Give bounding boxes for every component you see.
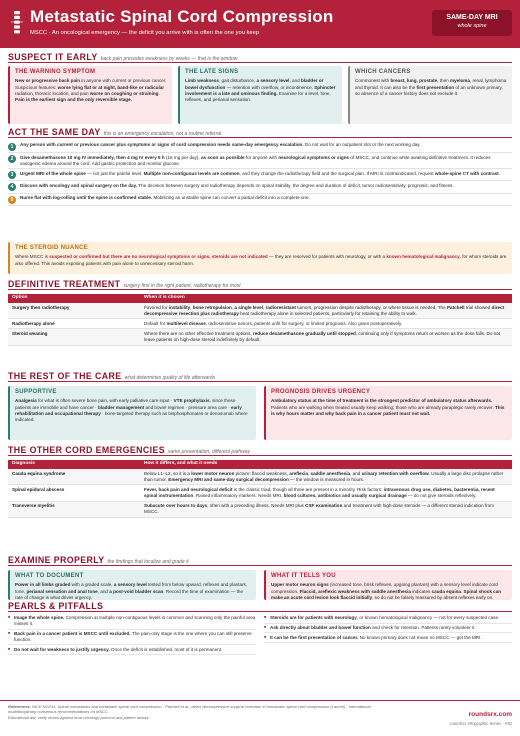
description-cell: Subacute over hours to days, often with a preceding illness. Needs MRI plus CSF examination and treatment with high-dose steroids — a different steroid indication from MSCC.: [140, 501, 512, 517]
which-cancers-box: [348, 66, 512, 124]
list-item: ■ Do not wait for weakness to justify urgency. Once the deficit is established, most of it is permanent.: [8, 645, 256, 655]
column-header: How it differs, and what it needs: [140, 460, 512, 469]
what-to-document-box: [8, 570, 256, 600]
diagnosis-cell: Transverse myelitis: [8, 501, 140, 517]
box-text: New or progressive back pain in anyone with current or previous cancer. Suspicious features: worse lying flat or at night, band-like or radicular radiation, thoracic location, and pain worse on coughing or straining. Pain is the earliest sign and the only reversible stage.: [15, 78, 167, 102]
step-number: 5: [8, 196, 16, 204]
option-cell: Surgery then radiotherapy: [8, 303, 140, 319]
description-cell: Below L1–L2, so it is a lower motor neuron picture: flaccid weakness, areflexia, saddle anesthesia, and urinary retention with overflow. Usually a large disc prolapse rather than tumor. Emergency MRI and same-day surgical decompression — the window is measured in hours.: [140, 469, 512, 485]
table-row: [8, 501, 512, 517]
list-item: ■ It can be the first presentation of cancer. No known primary does not mean no MSCC — get the MRI.: [264, 633, 512, 643]
section-title: THE OTHER CORD EMERGENCIES: [8, 445, 166, 455]
steroid-nuance-box: [8, 242, 512, 274]
definitive-treatment-table: [8, 294, 512, 346]
box-title: THE STEROID NUANCE: [15, 245, 89, 251]
option-cell: Radiotherapy alone: [8, 319, 140, 329]
pearls-left-list: [8, 614, 256, 655]
column-header: When it is chosen: [140, 294, 512, 303]
action-steps: [8, 141, 512, 206]
section-subtitle: same presentation, different pathway: [168, 449, 251, 455]
site-branding: [450, 711, 512, 726]
step-item: [8, 181, 512, 193]
description-cell: Where there are no other effective treatment options, reduce dexamethasone gradually until stopped, continuing only if symptoms return or worsen as the dose falls. Do not leave patients on high-dose steroid indefinitely by default.: [140, 329, 512, 345]
section-title: ACT THE SAME DAY: [8, 127, 101, 137]
table-row: [8, 485, 512, 501]
step-text: Urgent MRI of the whole spine — not just the painful level. Multiple non-contiguous levels are common, and they change the radiotherapy field and the surgical plan. If MRI is contraindicated, request whole-spine CT with contrast.: [20, 170, 500, 176]
what-it-tells-you-box: [264, 570, 512, 600]
box-text: Analgesia for what is often severe bone pain, with early palliative care input · VTE prophylaxis, since these patients are immobile and have cancer · bladder management and bowel regimen · pressure area care · early rehabilitation and occupational therapy · bone-targeted therapy such as bisphosphonates or denosumab where indicated.: [15, 398, 248, 422]
same-day-mri-badge: [432, 10, 512, 36]
box-text: Commonest with breast, lung, prostate, then myeloma, renal, lymphoma and thyroid. It can also be the first presentation of an unknown primary, so absence of a cancer history does not exclude it.: [355, 78, 507, 96]
column-header: Diagnosis: [8, 460, 140, 469]
box-text: Power in all limbs graded with a graded scale, a sensory level tested from below upward, reflexes and plantars, tone, perianal sensation and anal tone, and a post-void bladder scan. Record the time of examination — the rate of change is what drives urgency.: [15, 582, 248, 600]
description-cell: Default for multilevel disease, radiosensitive tumors, patients unfit for surgery, or limited prognosis. Also given postoperatively.: [140, 319, 512, 329]
section-subtitle: this is an emergency escalation, not a routine referral: [103, 131, 222, 137]
page-title: Metastatic Spinal Cord Compression: [30, 7, 334, 26]
table-header-row: [8, 294, 512, 303]
box-text: Where MSCC is suspected or confirmed but there are no neurological symptoms or signs, steroids are not indicated — they are reserved for patients with neurology, or with a known hematological malignancy, for whom steroids are also offered. This avoids exposing patients with pain alone to unnecessary steroid harm.: [15, 254, 507, 266]
section-subtitle: the findings that localize and grade it: [107, 559, 189, 565]
step-text: Nurse flat with log-rolling until the spine is confirmed stable. Mobilizing an unstable spine can convert a partial deficit into a complete one.: [20, 195, 310, 201]
list-item: ■ Back pain in a cancer patient is MSCC until excluded. The pain-only stage is the one where you can still preserve function.: [8, 630, 256, 646]
footer: [0, 700, 520, 736]
section-subtitle: what determines quality of life afterwards: [124, 375, 216, 381]
description-cell: Fever, back pain and neurological deficit is the classic triad, though all three are present in a minority. Risk factors: intravenous drug use, diabetes, bacteremia, recent spinal instrumentation. Raised inflammatory markers. Needs MRI, blood cultures, antibiotics and usually surgical drainage — do not give steroids reflexively.: [140, 485, 512, 501]
diagnosis-cell: Spinal epidural abscess: [8, 485, 140, 501]
badge-label: SAME-DAY MRI: [446, 14, 498, 21]
other-emergencies-table: [8, 460, 512, 518]
step-item: [8, 141, 512, 153]
page-subtitle: MSCC · An oncological emergency — the deficit you arrive with is often the one you keep: [30, 30, 260, 36]
step-number: 1: [8, 143, 16, 151]
list-item: ■ Image the whole spine. Compression at multiple non-contiguous levels is common and scanning only the painful area misses it.: [8, 614, 256, 630]
section-other-header: [8, 446, 512, 456]
box-text: Upper motor neuron signs (increased tone, brisk reflexes, upgoing plantars) with a sensory level indicate cord compression. Flaccid, areflexic weakness with saddle anesthesia indicates cauda equina. Spinal shock can make an acute cord lesion look flaccid initially, so do not be falsely reassured by absent reflexes early on.: [271, 582, 502, 600]
box-title: WHAT IT TELLS YOU: [271, 573, 336, 579]
header-banner: [0, 0, 520, 48]
box-text: Ambulatory status at the time of treatment is the strongest predictor of ambulatory status afterwards. Patients who are walking when treated usually keep walking; those who are already paraplegic rarely recover. This is why hours matter and why back pain in a cancer patient must not wait.: [271, 398, 505, 416]
step-item: [8, 194, 512, 206]
late-signs-box: [178, 66, 342, 124]
table-row: [8, 469, 512, 485]
section-title: THE REST OF THE CARE: [8, 371, 122, 381]
step-item: [8, 153, 512, 169]
description-cell: Favored for instability, bone retropulsion, a single level, radioresistant tumors, progression despite radiotherapy, or where tissue is needed. The Patchell trial showed direct decompressive resection plus radiotherapy beat radiotherapy alone in selected patients, particularly for retaining the ability to walk.: [140, 303, 512, 319]
references-label: References:: [8, 704, 31, 709]
box-title: THE LATE SIGNS: [185, 69, 239, 75]
box-title: WHAT TO DOCUMENT: [15, 573, 84, 579]
section-rest-header: [8, 372, 512, 382]
section-title: PEARLS & PITFALLS: [8, 601, 104, 611]
section-act-header: [8, 128, 512, 138]
section-title: EXAMINE PROPERLY: [8, 555, 105, 565]
column-header: Option: [8, 294, 140, 303]
list-item: ■ Steroids are for patients with neurology, or known hematological malignancy — not for every suspected case.: [264, 614, 512, 624]
box-title: SUPPORTIVE: [15, 389, 57, 395]
section-subtitle: surgery first in the right patient, radiotherapy for most: [123, 283, 241, 289]
section-suspect-header: [8, 53, 512, 63]
pearls-right-list: [264, 614, 512, 643]
site-link[interactable]: roundsrx.com: [468, 711, 512, 718]
step-number: 3: [8, 171, 16, 179]
section-subtitle: back pain precedes weakness by weeks — that is the window: [100, 56, 238, 62]
table-row: [8, 329, 512, 345]
step-number: 2: [8, 155, 16, 163]
disclaimer-text: Educational aid; verify doses against local oncology protocol and patient factors.: [8, 714, 150, 720]
step-text: Discuss with oncology and spinal surgery on the day. The decision between surgery and radiotherapy depends on spinal stability, the degree and duration of deficit, tumor radiosensitivity, prognosis, and fitness.: [20, 182, 454, 188]
step-item: [8, 169, 512, 181]
box-title: PROGNOSIS DRIVES URGENCY: [271, 389, 371, 395]
box-title: THE WARNING SYMPTOM: [15, 69, 96, 75]
badge-sublabel: whole spine: [457, 23, 487, 30]
diagnosis-cell: Cauda equina syndrome: [8, 469, 140, 485]
step-text: Give dexamethasone 10 mg IV immediately, then 4 mg IV every 6 h (16 mg per day), as soon as possible for anyone with neurological symptoms or signs of MSCC, and continue while awaiting definitive treatment. It reduces vasogenic edema around the cord. Add gastric protection and monitor glucose.: [20, 154, 491, 166]
section-title: SUSPECT IT EARLY: [8, 52, 98, 62]
section-exam-header: [8, 556, 512, 566]
box-title: WHICH CANCERS: [355, 69, 411, 75]
step-number: 4: [8, 183, 16, 191]
box-text: Limb weakness, gait disturbance, a sensory level, and bladder or bowel dysfunction — retention with overflow, or incontinence. Sphincter involvement is a late and ominous finding. Examine for a level, tone, reflexes, and perianal sensation.: [185, 78, 336, 102]
table-header-row: [8, 460, 512, 469]
option-cell: Steroid weaning: [8, 329, 140, 345]
warning-symptom-box: [8, 66, 172, 124]
series-label: roundsrx Infographic Series · #92: [450, 720, 512, 726]
references-text: NICE NG234, Spinal metastases and metastatic spinal cord compression · Patchell et al., direct decompressive surgical resection in metastatic spinal cord compression (Lancet) · International multidisciplinary consensus recommendations on MSCC.: [8, 704, 371, 715]
supportive-box: [8, 386, 256, 440]
step-text: Any person with current or previous cancer plus symptoms or signs of cord compression needs same-day emergency escalation. Do not wait for an outpatient slot or the next working day.: [20, 142, 421, 148]
section-pearls-header: [8, 602, 512, 612]
section-definitive-header: [8, 280, 512, 290]
section-title: DEFINITIVE TREATMENT: [8, 279, 121, 289]
table-row: [8, 319, 512, 329]
spine-icon: [8, 10, 26, 34]
prognosis-box: [264, 386, 512, 440]
references: [8, 704, 388, 720]
list-item: ■ Ask directly about bladder and bowel function and check for retention. Patients rarely volunteer it.: [264, 624, 512, 634]
table-row: [8, 303, 512, 319]
